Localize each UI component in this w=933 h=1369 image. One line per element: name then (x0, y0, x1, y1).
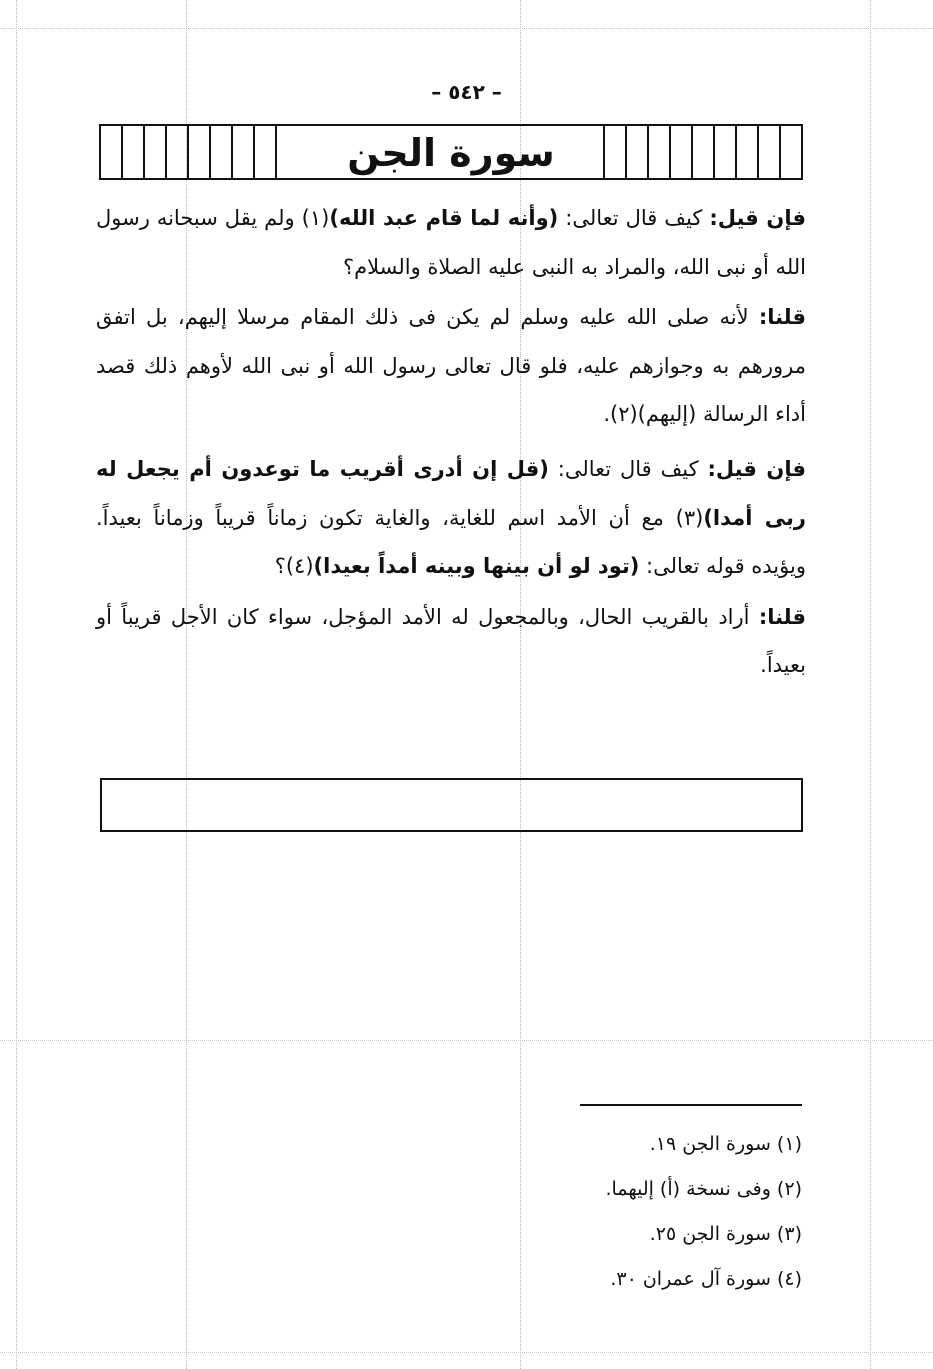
text-segment: (٣) مع أن الأمد اسم للغاية، والغاية تكون زماناً قريباً وزماناً بعيداً. ويؤيده قوله تعالى: (96, 505, 806, 579)
text-segment: أراد بالقريب الحال، وبالمجعول له الأمد المؤجل، سواء كان الأجل قريباً أو بعيداً. (96, 604, 806, 678)
scan-guide-line (0, 28, 933, 29)
surah-title-frame (99, 124, 803, 180)
quran-quote: (قل إن أدرى أقريب ما توعدون أم يجعل له ربى أمدا) (96, 456, 806, 530)
quran-quote: (تود لو أن بينها وبينه أمداً بعيدا) (313, 554, 640, 579)
text-segment: كيف قال تعالى: (548, 456, 708, 481)
footnote-item: (٤) سورة آل عمران ٣٠. (610, 1268, 802, 1290)
answer-paragraph (96, 593, 806, 690)
footnote-item: (١) سورة الجن ١٩. (649, 1133, 802, 1155)
question-paragraph (96, 194, 806, 291)
surah-title: سورة الجن (347, 131, 555, 175)
text-segment: لأنه صلى الله عليه وسلم لم يكن فى ذلك المقام مرسلا إليهم، بل اتفق مرورهم به وجوازهم عليه، فلو قال تعالى رسول الله أو نبى الله لأوهم ذلك قصد أداء الرسالة (إليهم)(٢). (96, 305, 806, 427)
quran-quote: (وأنه لما قام عبد الله) (329, 206, 559, 230)
question-paragraph (96, 445, 806, 591)
question-label: فإن قيل: (709, 206, 806, 230)
scan-guide-line (0, 1040, 933, 1041)
page-number: – ٥٤٢ – (431, 80, 502, 104)
section-divider-box (100, 778, 803, 832)
footnote-separator (580, 1104, 802, 1106)
footnotes-list (380, 1122, 802, 1302)
scan-guide-line (16, 0, 17, 1369)
answer-paragraph (96, 293, 806, 439)
scan-guide-line (870, 0, 871, 1369)
text-segment: (١) ولم يقل سبحانه رسول الله أو نبى الله، والمراد به النبى عليه الصلاة والسلام؟ (96, 206, 806, 279)
text-segment: (٤)؟ (274, 554, 314, 579)
question-label: فإن قيل: (707, 456, 806, 481)
footnote-item: (٢) وفى نسخة (أ) إليهما. (605, 1178, 802, 1200)
answer-label: قلنا: (758, 305, 806, 330)
answer-label: قلنا: (758, 604, 806, 629)
scan-guide-line (0, 1352, 933, 1353)
text-segment: كيف قال تعالى: (558, 206, 710, 230)
body-text (96, 194, 806, 692)
footnote-item: (٣) سورة الجن ٢٥. (649, 1223, 802, 1245)
